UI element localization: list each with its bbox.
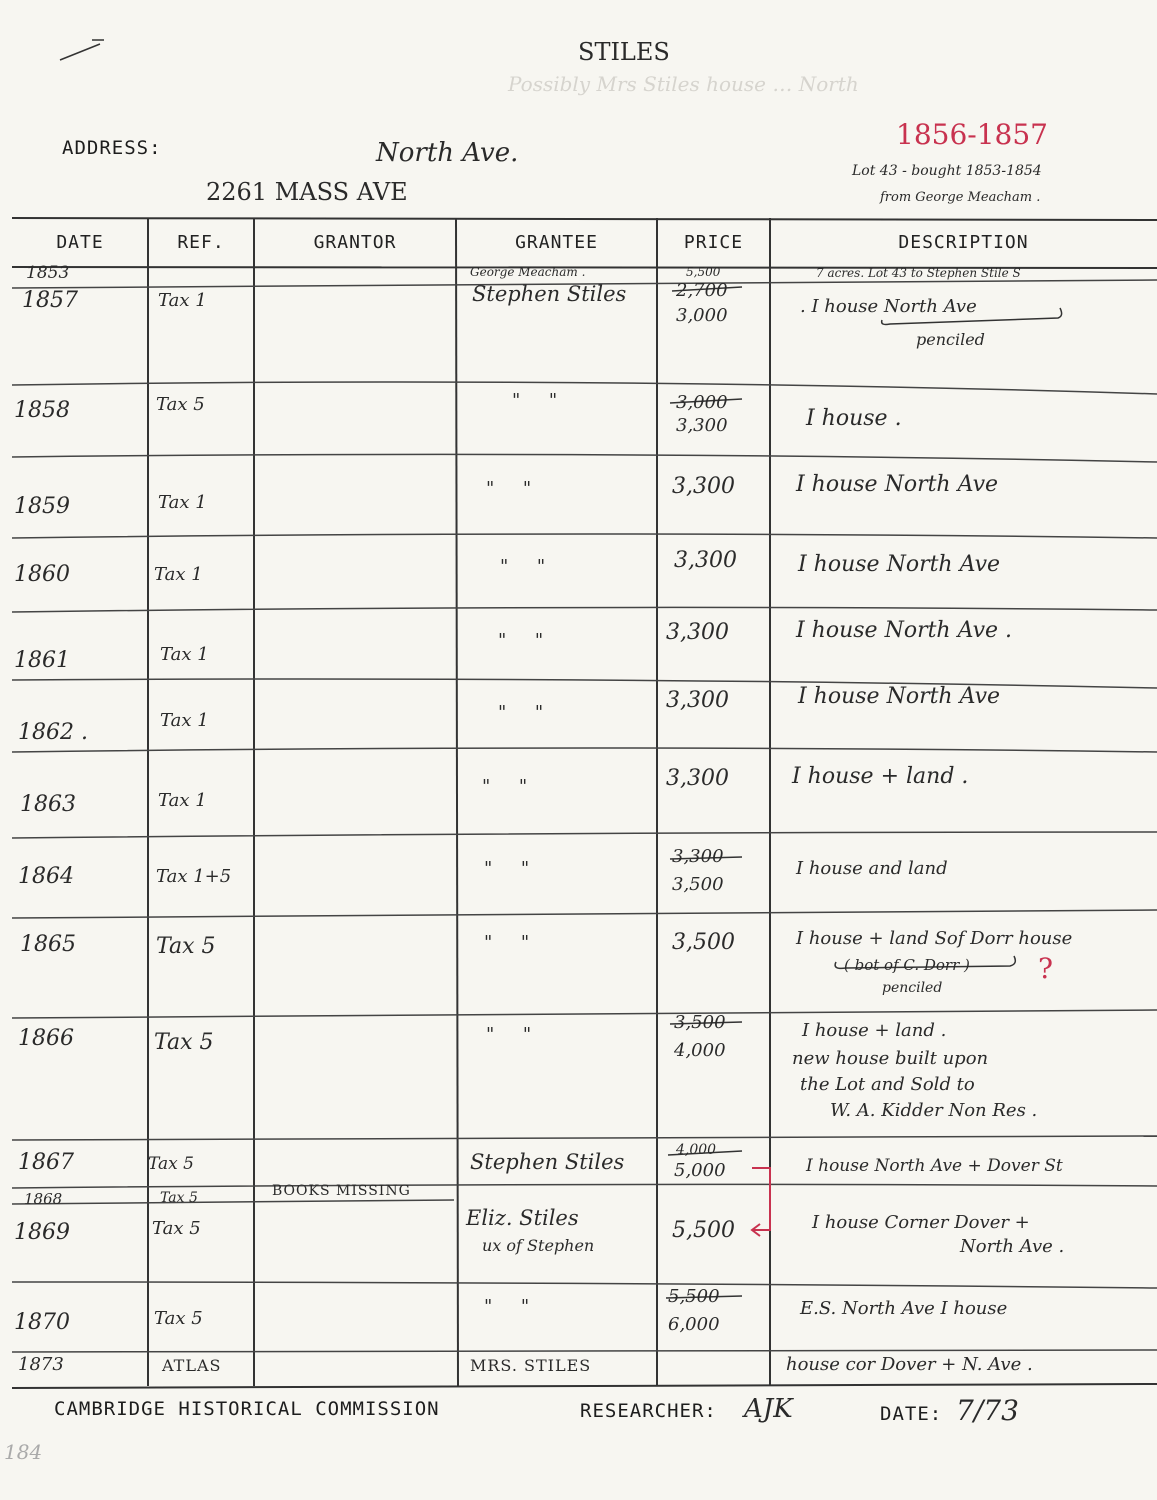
grantor-cell: BOOKS MISSING (272, 1183, 411, 1199)
grantee-cell: Stephen Stiles (472, 282, 627, 306)
grantee-ditto: " " (484, 932, 530, 953)
grantee-ditto: " " (484, 1296, 530, 1317)
ref-cell: Tax 5 (148, 1154, 194, 1174)
ref-cell: Tax 1 (158, 790, 207, 811)
page-number: 184 (4, 1440, 43, 1464)
description-cell: W. A. Kidder Non Res . (830, 1100, 1038, 1121)
description-cell: I house . (806, 406, 902, 431)
price-cell: 3,300 (672, 474, 735, 499)
description-cell: I house and land (796, 858, 948, 879)
description-cell: house cor Dover + N. Ave . (786, 1354, 1033, 1375)
grantee-cell: Eliz. Stiles (466, 1206, 579, 1230)
ref-cell: Tax 5 (160, 1190, 198, 1206)
date-cell: 1873 (18, 1354, 64, 1375)
address-label: ADDRESS: (62, 137, 162, 159)
column-header-ref: REF. (177, 232, 225, 253)
grantee-ditto: " " (500, 556, 546, 577)
description-cell: I house + land Sof Dorr house (796, 928, 1073, 949)
ref-cell: Tax 5 (152, 1218, 201, 1239)
organization-name: CAMBRIDGE HISTORICAL COMMISSION (54, 1398, 440, 1420)
date-cell: 1868 (24, 1190, 63, 1208)
price-cell: 3,300 (666, 766, 729, 791)
ref-cell: Tax 1 (160, 644, 209, 665)
description-cell: . I house North Ave (800, 296, 977, 317)
date-cell: 1862 . (18, 720, 88, 745)
price-cell: 5,500 (672, 1218, 735, 1243)
description-cell: I house North Ave . (796, 618, 1013, 643)
lot-note-2: from George Meacham . (880, 190, 1041, 205)
years-note: 1856-1857 (896, 118, 1048, 151)
grantee-note: George Meacham . (470, 265, 586, 279)
description-cell: North Ave . (960, 1236, 1065, 1257)
price-struck: 3,500 (674, 1012, 726, 1033)
researcher-initials: AJK (744, 1394, 793, 1424)
grantee-cell: Stephen Stiles (470, 1150, 625, 1174)
date-cell: 1860 (14, 562, 70, 587)
price-cell: 3,500 (672, 930, 735, 955)
grantee-cell: MRS. STILES (470, 1356, 592, 1375)
grantee-ditto: " " (482, 776, 528, 797)
price-cell: 4,000 (674, 1040, 726, 1061)
ref-cell: Tax 5 (156, 934, 216, 959)
description-cell: I house North Ave (798, 552, 1001, 577)
description-cell: the Lot and Sold to (800, 1074, 975, 1095)
description-cell: I house North Ave (798, 684, 1001, 709)
price-struck: 2,700 (676, 280, 728, 301)
description-cell: I house Corner Dover + (812, 1212, 1030, 1233)
price-cell: 3,300 (676, 415, 728, 436)
description-cell: I house + land . (792, 764, 969, 789)
column-header-price: PRICE (683, 232, 744, 253)
price-cell: 3,300 (666, 688, 729, 713)
description-note: penciled (882, 980, 943, 996)
column-header-description: DESCRIPTION (898, 232, 1029, 253)
date-cell: 1870 (14, 1310, 70, 1335)
ref-cell: ATLAS (162, 1356, 222, 1375)
description-cell: E.S. North Ave I house (800, 1298, 1008, 1319)
question-mark: ? (1038, 952, 1054, 985)
address-line-2: 2261 MASS AVE (206, 178, 408, 206)
grantee-ditto: " " (498, 630, 544, 651)
price-cell: 3,000 (676, 305, 728, 326)
description-cell: new house built upon (792, 1048, 989, 1069)
ref-cell: Tax 1+5 (156, 866, 232, 887)
ref-cell: Tax 1 (158, 290, 207, 311)
column-header-date: DATE (56, 232, 104, 253)
address-line-1: North Ave. (376, 138, 519, 168)
researcher-label: RESEARCHER: (580, 1400, 717, 1422)
date-label: DATE: (880, 1403, 943, 1425)
page-title: STILES (578, 38, 670, 66)
date-cell: 1866 (18, 1026, 74, 1051)
grantee-note: ux of Stephen (482, 1236, 595, 1255)
date-cell: 1861 (14, 648, 70, 673)
ref-cell: Tax 5 (154, 1308, 203, 1329)
price-struck: 3,300 (672, 846, 724, 867)
price-cell: 6,000 (668, 1314, 720, 1335)
price-cell: 3,500 (672, 874, 724, 895)
date-cell: 1853 (26, 263, 70, 283)
ref-cell: Tax 1 (160, 710, 209, 731)
date-cell: 1864 (18, 864, 74, 889)
price-cell: 3,300 (674, 548, 737, 573)
price-cell: 3,300 (666, 620, 729, 645)
grantee-ditto: " " (486, 1024, 532, 1045)
record-date: 7/73 (956, 1394, 1019, 1427)
date-cell: 1859 (14, 494, 70, 519)
lot-note-1: Lot 43 - bought 1853-1854 (852, 163, 1042, 179)
grantee-ditto: " " (484, 858, 530, 879)
column-header-grantee: GRANTEE (515, 232, 598, 253)
ref-cell: Tax 5 (154, 1030, 214, 1055)
grantee-ditto: " " (512, 390, 558, 411)
price-cell: 5,000 (674, 1160, 726, 1181)
date-cell: 1857 (22, 288, 78, 313)
grantee-ditto: " " (498, 702, 544, 723)
date-cell: 1863 (20, 792, 76, 817)
date-cell: 1865 (20, 932, 76, 957)
date-cell: 1858 (14, 398, 70, 423)
column-header-grantor: GRANTOR (313, 232, 397, 253)
ref-cell: Tax 1 (158, 492, 207, 513)
description-note: 7 acres. Lot 43 to Stephen Stile S (816, 266, 1021, 280)
price-struck: 5,500 (668, 1286, 720, 1307)
description-cell: I house North Ave (796, 472, 999, 497)
price-note: 5,500 (686, 265, 721, 279)
date-cell: 1869 (14, 1220, 70, 1245)
ref-cell: Tax 5 (156, 394, 205, 415)
price-struck: 3,000 (676, 392, 728, 413)
faint-note: Possibly Mrs Stiles house … North (508, 72, 859, 96)
ref-cell: Tax 1 (154, 564, 203, 585)
grantee-ditto: " " (486, 478, 532, 499)
price-struck: 4,000 (676, 1142, 717, 1158)
description-cell: I house + land . (802, 1020, 947, 1041)
date-cell: 1867 (18, 1150, 74, 1175)
description-note: penciled (916, 330, 985, 349)
description-note: ( bot of C. Dorr ) (844, 956, 970, 974)
description-cell: I house North Ave + Dover St (806, 1156, 1063, 1176)
